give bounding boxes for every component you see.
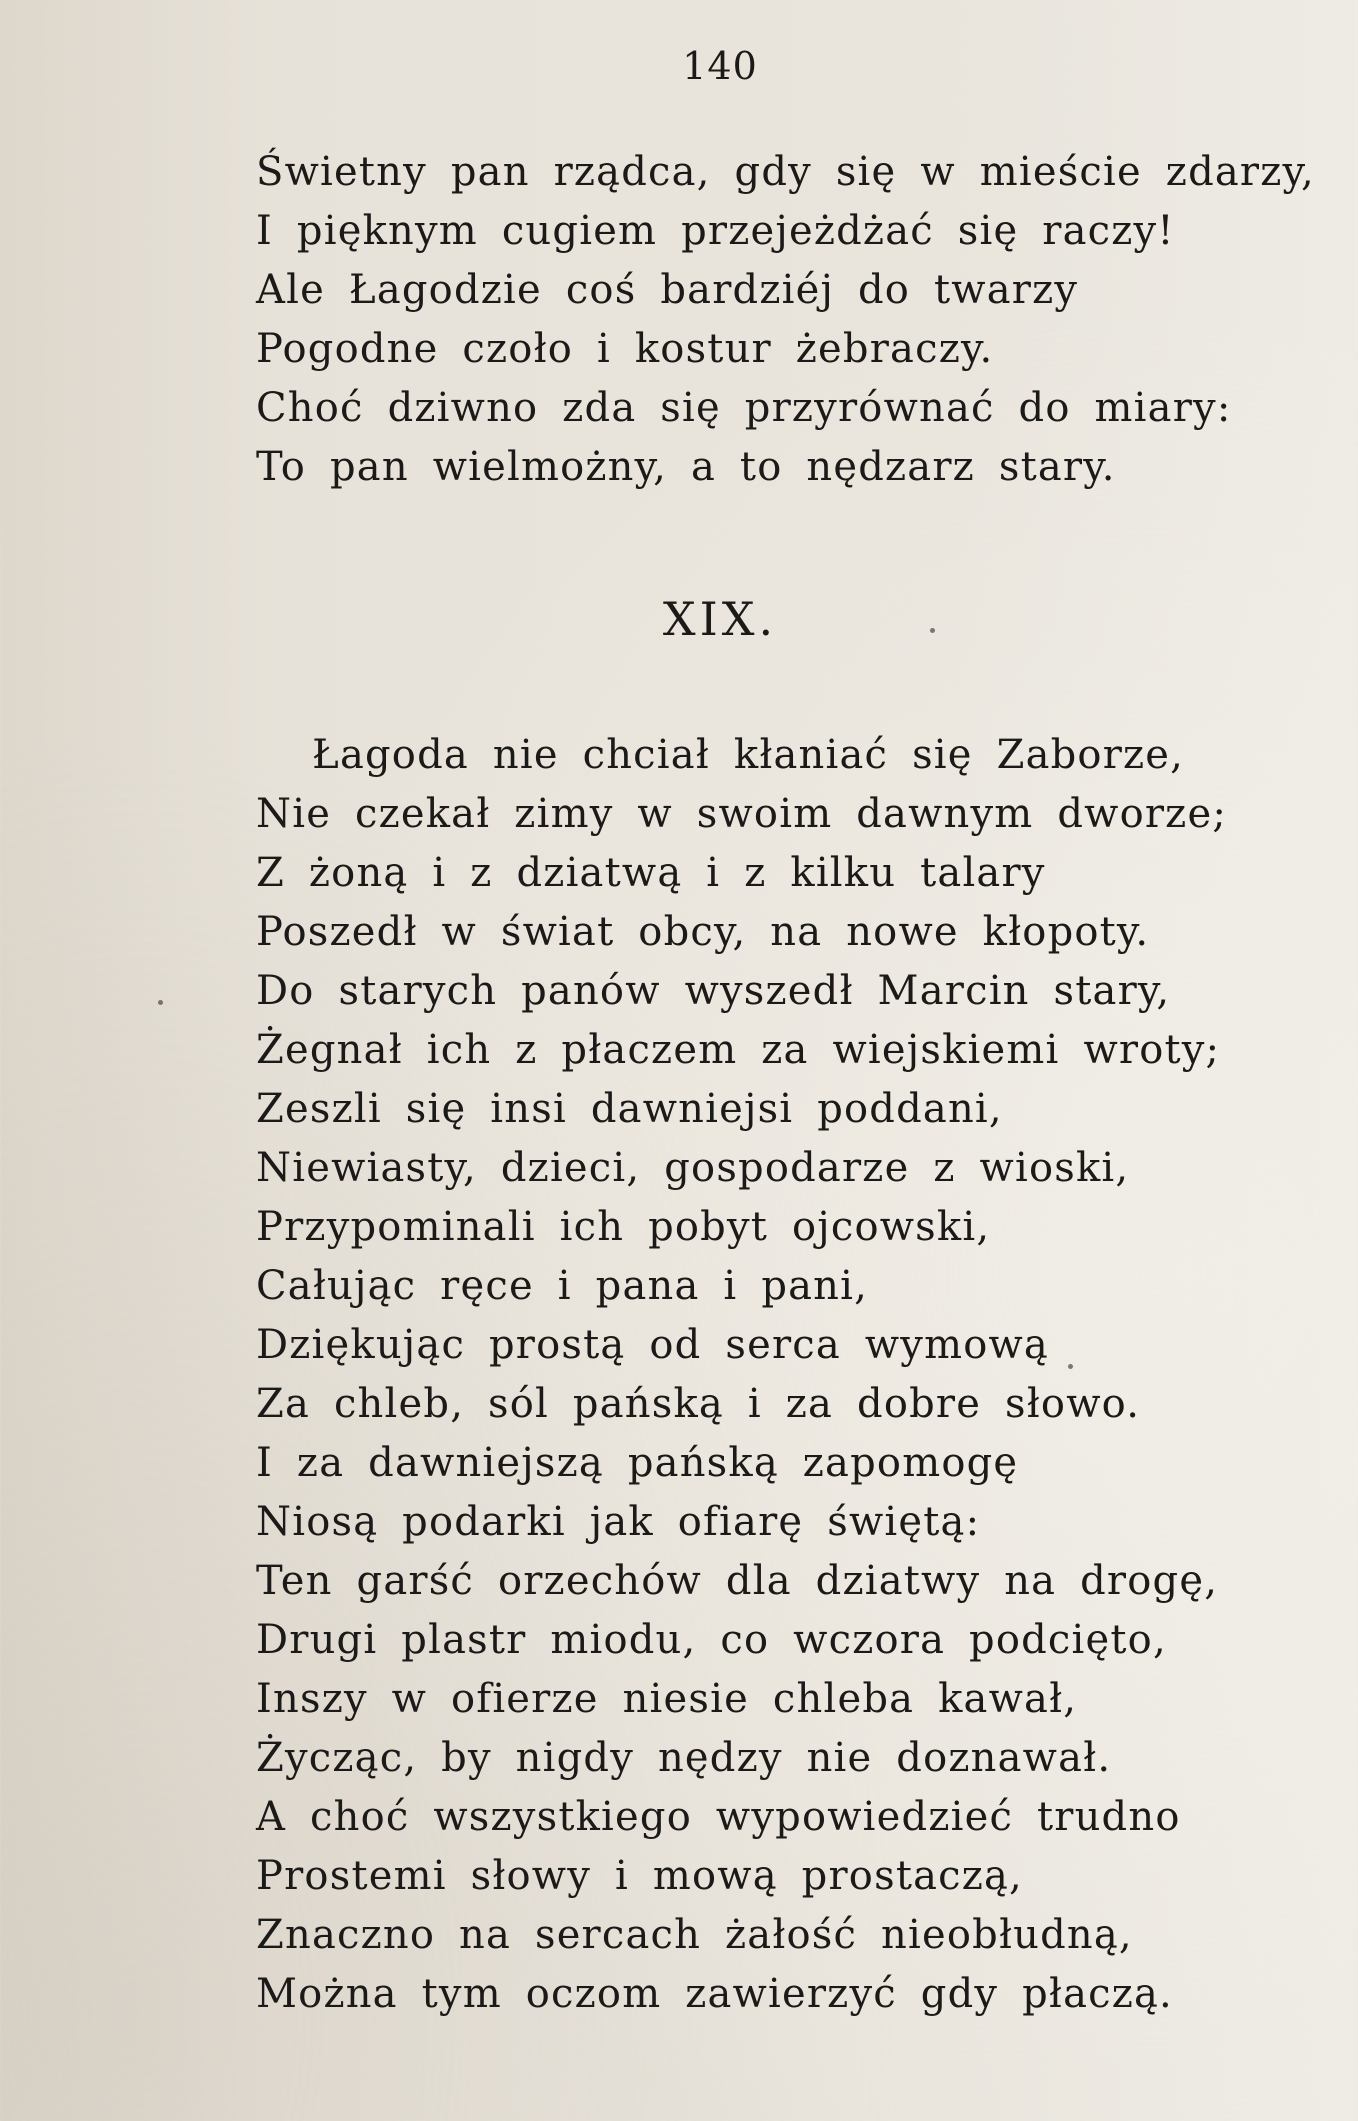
verse-line: I za dawniejszą pańską zapomogę — [256, 1440, 1019, 1486]
paper-speck — [1068, 1364, 1073, 1369]
verse-line: Do starych panów wyszedł Marcin stary, — [256, 968, 1171, 1014]
verse-line: Można tym oczom zawierzyć gdy płaczą. — [256, 1971, 1173, 2017]
verse-line: Inszy w ofierze niesie chleba kawał, — [256, 1676, 1078, 1722]
verse-line: A choć wszystkiego wypowiedzieć trudno — [256, 1794, 1181, 1840]
verse-line: Ten garść orzechów dla dziatwy na drogę, — [256, 1558, 1219, 1604]
verse-line: Pogodne czoło i kostur żebraczy. — [256, 326, 994, 372]
verse-line: Zeszli się insi dawniejsi poddani, — [256, 1086, 1003, 1132]
verse-line: Za chleb, sól pańską i za dobre słowo. — [256, 1381, 1141, 1427]
paper-speck — [930, 628, 935, 633]
verse-line: Świetny pan rządca, gdy się w mieście zdarzy, — [256, 149, 1315, 195]
stanza-2 — [256, 726, 1336, 2024]
verse-line: Niewiasty, dzieci, gospodarze z wioski, — [256, 1145, 1130, 1191]
verse-line: Choć dziwno zda się przyrównać do miary: — [256, 385, 1232, 431]
verse-line: Żegnał ich z płaczem za wiejskiemi wroty; — [256, 1027, 1221, 1073]
paper-speck — [158, 1000, 163, 1005]
stanza-1 — [256, 143, 1336, 497]
verse-line: Niosą podarki jak ofiarę świętą: — [256, 1499, 981, 1545]
verse-line: Prostemi słowy i mową prostaczą, — [256, 1853, 1023, 1899]
verse-line: I pięknym cugiem przejeżdżać się raczy! — [256, 208, 1175, 254]
verse-line: Z żoną i z dziatwą i z kilku talary — [256, 850, 1046, 896]
verse-line: Drugi plastr miodu, co wczora podcięto, — [256, 1617, 1167, 1663]
section-heading: XIX. — [662, 592, 778, 646]
verse-line: Ale Łagodzie coś bardziéj do twarzy — [256, 267, 1079, 313]
verse-line: Całując ręce i pana i pani, — [256, 1263, 869, 1309]
verse-line: Znaczno na sercach żałość nieobłudną, — [256, 1912, 1133, 1958]
verse-line: Przypominali ich pobyt ojcowski, — [256, 1204, 991, 1250]
verse-line: Nie czekał zimy w swoim dawnym dworze; — [256, 791, 1228, 837]
verse-line: Dziękując prostą od serca wymową — [256, 1322, 1049, 1368]
page-number: 140 — [682, 44, 758, 88]
verse-line: Poszedł w świat obcy, na nowe kłopoty. — [256, 909, 1150, 955]
verse-line: Życząc, by nigdy nędzy nie doznawał. — [256, 1735, 1112, 1781]
verse-line: To pan wielmożny, a to nędzarz stary. — [256, 444, 1116, 490]
verse-line: Łagoda nie chciał kłaniać się Zaborze, — [312, 732, 1185, 778]
